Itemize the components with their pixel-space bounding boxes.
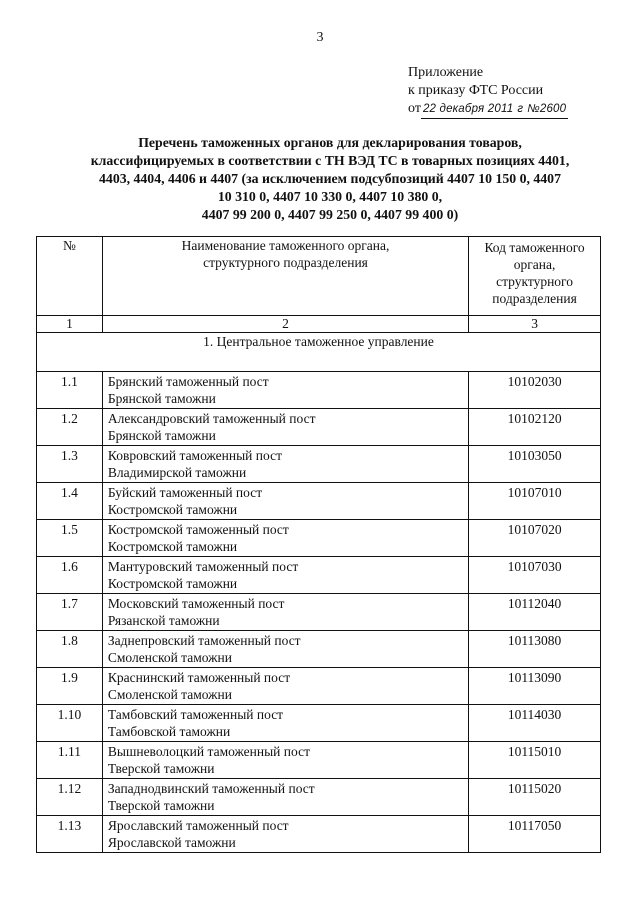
header-code	[469, 237, 601, 316]
appendix-order-ref: к приказу ФТС России	[408, 83, 544, 98]
header-code-line: Код таможенного	[484, 240, 585, 255]
row-code: 10103050	[469, 446, 601, 483]
office-post-name: Брянский таможенный пост	[107, 374, 269, 389]
page-number: 3	[316, 30, 324, 45]
office-customs-name: Смоленской таможни	[107, 687, 232, 702]
row-office-name	[102, 779, 468, 816]
table-row	[37, 409, 601, 446]
appendix-block	[408, 64, 568, 119]
office-post-name: Ковровский таможенный пост	[107, 448, 282, 463]
appendix-year-suffix: г	[515, 100, 525, 119]
row-number: 1.10	[37, 705, 103, 742]
row-office-name	[102, 483, 468, 520]
row-office-name	[102, 816, 468, 853]
row-number: 1.9	[37, 668, 103, 705]
column-index: 2	[102, 316, 468, 333]
office-customs-name: Рязанской таможни	[107, 613, 220, 628]
office-customs-name: Ярославской таможни	[107, 835, 236, 850]
row-code: 10113090	[469, 668, 601, 705]
table-row	[37, 668, 601, 705]
office-post-name: Западнодвинский таможенный пост	[107, 781, 315, 796]
table-row	[37, 483, 601, 520]
row-code: 10114030	[469, 705, 601, 742]
column-index: 1	[37, 316, 103, 333]
office-customs-name: Владимирской таможни	[107, 465, 247, 480]
row-code: 10115010	[469, 742, 601, 779]
column-index: 3	[469, 316, 601, 333]
row-number: 1.7	[37, 594, 103, 631]
office-post-name: Тамбовский таможенный пост	[107, 707, 284, 722]
header-name-line: Наименование таможенного органа,	[181, 238, 390, 253]
row-office-name	[102, 705, 468, 742]
office-post-name: Вышневолоцкий таможенный пост	[107, 744, 310, 759]
appendix-date: 22 декабря 2011	[421, 100, 515, 119]
row-office-name	[102, 520, 468, 557]
row-office-name	[102, 557, 468, 594]
office-post-name: Московский таможенный пост	[107, 596, 285, 611]
table-body	[37, 372, 601, 853]
row-code: 10102120	[469, 409, 601, 446]
table-row	[37, 779, 601, 816]
row-number: 1.8	[37, 631, 103, 668]
row-office-name	[102, 372, 468, 409]
office-customs-name: Костромской таможни	[107, 502, 238, 517]
row-number: 1.3	[37, 446, 103, 483]
row-office-name	[102, 594, 468, 631]
header-code-line: органа,	[513, 257, 556, 272]
row-office-name	[102, 668, 468, 705]
appendix-date-prefix: от	[408, 101, 421, 116]
office-customs-name: Тверской таможни	[107, 798, 215, 813]
title-line: 10 310 0, 4407 10 330 0, 4407 10 380 0,	[217, 189, 443, 204]
office-customs-name: Костромской таможни	[107, 576, 238, 591]
header-code-line: подразделения	[492, 291, 577, 306]
office-post-name: Ярославский таможенный пост	[107, 818, 289, 833]
title-line: Перечень таможенных органов для декларирования товаров,	[138, 135, 522, 150]
row-number: 1.12	[37, 779, 103, 816]
row-number: 1.5	[37, 520, 103, 557]
table-row	[37, 446, 601, 483]
table-row	[37, 705, 601, 742]
document-title	[62, 134, 598, 224]
table-row	[37, 372, 601, 409]
office-post-name: Буйский таможенный пост	[107, 485, 263, 500]
row-number: 1.1	[37, 372, 103, 409]
header-number: №	[37, 237, 103, 316]
row-office-name	[102, 446, 468, 483]
row-code: 10107030	[469, 557, 601, 594]
appendix-order-number: №2600	[525, 100, 568, 119]
office-customs-name: Брянской таможни	[107, 428, 216, 443]
row-code: 10107010	[469, 483, 601, 520]
table-row	[37, 520, 601, 557]
row-number: 1.4	[37, 483, 103, 520]
title-line: 4407 99 200 0, 4407 99 250 0, 4407 99 400 0)	[201, 207, 459, 222]
appendix-order-line	[408, 100, 568, 119]
row-office-name	[102, 742, 468, 779]
row-code: 10113080	[469, 631, 601, 668]
row-number: 1.2	[37, 409, 103, 446]
row-number: 1.13	[37, 816, 103, 853]
section-row	[37, 333, 601, 372]
office-customs-name: Костромской таможни	[107, 539, 238, 554]
office-post-name: Заднепровский таможенный пост	[107, 633, 301, 648]
customs-offices-table	[36, 236, 601, 853]
office-post-name: Краснинский таможенный пост	[107, 670, 291, 685]
table-header-row	[37, 237, 601, 316]
row-code: 10117050	[469, 816, 601, 853]
office-customs-name: Брянской таможни	[107, 391, 216, 406]
header-name-line: структурного подразделения	[203, 255, 368, 270]
office-customs-name: Тамбовской таможни	[107, 724, 231, 739]
office-post-name: Мантуровский таможенный пост	[107, 559, 299, 574]
appendix-label: Приложение	[408, 65, 484, 80]
office-post-name: Костромской таможенный пост	[107, 522, 289, 537]
table-row	[37, 557, 601, 594]
table-row	[37, 631, 601, 668]
title-line: классифицируемых в соответствии с ТН ВЭД ТС в товарных позициях 4401,	[90, 153, 570, 168]
row-number: 1.11	[37, 742, 103, 779]
office-post-name: Александровский таможенный пост	[107, 411, 316, 426]
office-customs-name: Тверской таможни	[107, 761, 215, 776]
table-row	[37, 816, 601, 853]
row-office-name	[102, 631, 468, 668]
header-code-line: структурного	[496, 274, 574, 289]
column-index-row	[37, 316, 601, 333]
office-customs-name: Смоленской таможни	[107, 650, 232, 665]
title-line: 4403, 4404, 4406 и 4407 (за исключением подсубпозиций 4407 10 150 0, 4407	[99, 171, 561, 186]
row-code: 10112040	[469, 594, 601, 631]
header-name	[102, 237, 468, 316]
row-code: 10102030	[469, 372, 601, 409]
table-row	[37, 742, 601, 779]
row-code: 10115020	[469, 779, 601, 816]
row-office-name	[102, 409, 468, 446]
section-title: 1. Центральное таможенное управление	[37, 333, 601, 372]
row-code: 10107020	[469, 520, 601, 557]
row-number: 1.6	[37, 557, 103, 594]
table-row	[37, 594, 601, 631]
